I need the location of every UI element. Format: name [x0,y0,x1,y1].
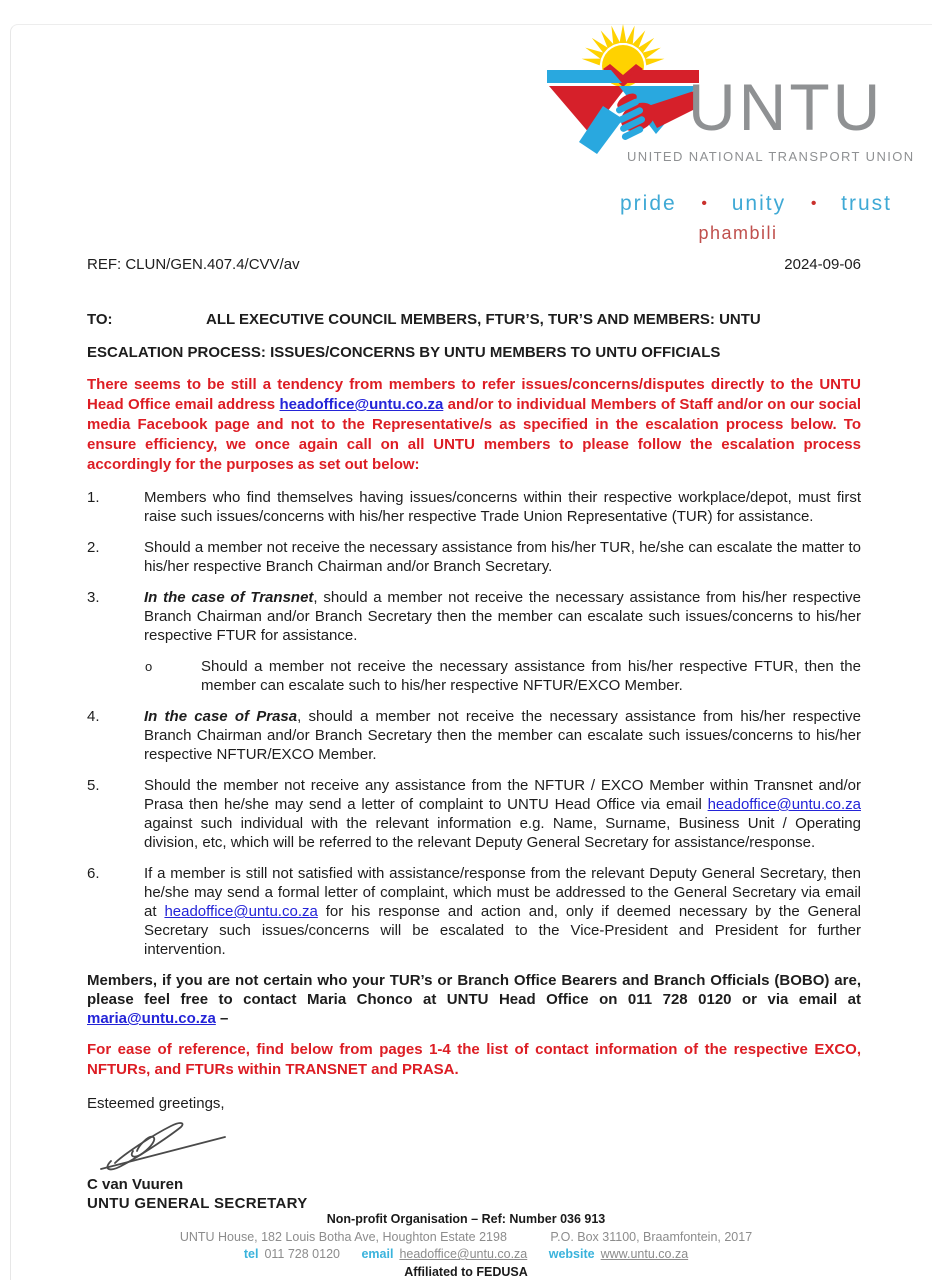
signature-graphic [93,1117,243,1175]
item-text-part: Should the member not receive any assistance from the NFTUR / EXCO Member within Transnet and/or Prasa then he/she may send a letter of complaint to UNTU Head Office via email [144,777,861,813]
item-number: 6. [87,865,100,882]
letter-date: 2024-09-06 [784,256,861,273]
item-text-rest: , should a member not receive the necessary assistance from his/her respective Branch Chairman and/or Branch Secretary then the member can escalate such issues/concerns to his/her respective NFTUR/EXCO Member. [144,708,861,763]
item-number: 4. [87,708,100,725]
tagline-dot-icon: • [701,195,708,212]
footer-website-link[interactable]: www.untu.co.za [600,1247,689,1261]
item-text-part: If a member is still not satisfied with assistance/response from the relevant Deputy General Secretary, then he/she may send a formal letter of complaint, which must be addressed to the General Secretary via email at [144,865,861,920]
logo-caption: UNITED NATIONAL TRANSPORT UNION [627,149,915,164]
subject-line: ESCALATION PROCESS: ISSUES/CONCERNS BY UNTU MEMBERS TO UNTU OFFICIALS [87,344,721,361]
subitem-bullet-icon: o [145,659,153,674]
list-item-1 [87,488,861,526]
signatory-title: UNTU GENERAL SECRETARY [87,1195,308,1212]
subitem-text: Should a member not receive the necessary assistance from his/her respective FTUR, then the member can escalate such to his/her respective NFTUR/EXCO Member. [201,658,861,694]
tagline [620,192,892,216]
closing-salutation: Esteemed greetings, [87,1095,225,1112]
reference-number: REF: CLUN/GEN.407.4/CVV/av [87,256,300,273]
item-text [144,864,861,959]
email-label: email [361,1247,394,1261]
website-label: website [548,1247,595,1261]
item-text [144,707,861,764]
item-number: 3. [87,589,100,606]
footer-registration: Non-profit Organisation – Ref: Number 036 913 [326,1212,606,1226]
signatory-name: C van Vuuren [87,1176,184,1193]
headoffice-email-link[interactable]: headoffice@untu.co.za [279,396,444,413]
tel-label: tel [243,1247,259,1261]
list-subitem [145,657,861,695]
tel-value: 011 728 0120 [264,1247,340,1261]
maria-email-link[interactable]: maria@untu.co.za [87,1010,216,1027]
note-text: Members, if you are not certain who your TUR’s or Branch Office Bearers and Branch Officials (BOBO) are, please feel free to contact Maria Chonco at UNTU Head Office on 011 728 0120 or via email at [87,972,861,1008]
list-item-3 [87,588,861,645]
list-item-5 [87,776,861,852]
tagline-dot-icon: • [810,195,817,212]
list-item-2 [87,538,861,576]
letter-footer [0,1211,932,1280]
headoffice-email-link[interactable]: headoffice@untu.co.za [707,796,861,813]
item-text [144,588,861,645]
footer-email-link[interactable]: headoffice@untu.co.za [399,1247,528,1261]
item-number: 1. [87,489,100,506]
to-label: TO: [87,311,113,328]
tagline-word-unity: unity [731,192,787,215]
intro-text: and/or to individual Members of Staff and/or on our social media Facebook page and not to the Representative/s as specified in the escalation process below. To ensure efficiency, we once again call on all UNTU members to please follow the escalation process accordingly for the purposes as set out below: [87,396,861,473]
tagline-word-trust: trust [841,192,892,215]
item-text [144,776,861,852]
item-number: 5. [87,777,100,794]
item-lead: In the case of Prasa [144,708,298,725]
untu-logo-icon [543,6,703,158]
list-item-6 [87,864,861,959]
item-text: Should a member not receive the necessary assistance from his/her TUR, he/she can escalate the matter to his/her respective Branch Chairman and/or Branch Secretary. [144,539,861,575]
footer-contact-row [0,1246,932,1262]
intro-text: There seems to be still a tendency from members to refer issues/concerns/disputes directly to the UNTU Head Office email address [87,376,861,413]
addressee-row [87,310,861,329]
item-lead: In the case of Transnet [144,589,314,606]
item-text: Members who find themselves having issues/concerns within their respective workplace/depot, must first raise such issues/concerns with his/her respective Trade Union Representative (TUR) for assistance. [144,489,861,525]
item-number: 2. [87,539,100,556]
headoffice-email-link[interactable]: headoffice@untu.co.za [164,903,318,920]
footer-address [0,1229,932,1245]
footer-address-postal: P.O. Box 31100, Braamfontein, 2017 [550,1230,753,1244]
reference-alert-note: For ease of reference, find below from pages 1-4 the list of contact information of the respective EXCO, NFTURs, and FTURs within TRANSNET and PRASA. [87,1041,861,1078]
footer-address-street: UNTU House, 182 Louis Botha Ave, Houghton Estate 2198 [179,1230,507,1244]
item-text-rest: , should a member not receive the necessary assistance from his/her respective Branch Chairman and/or Branch Secretary then the member can escalate such issues/concerns to his/her respective FTUR for assistance. [144,589,862,644]
footer-affiliation: Affiliated to FEDUSA [404,1265,528,1279]
item-text-part: for his response and action and, only if deemed necessary by the General Secretary such issues/concerns will be escalated to the Vice-President and President for further intervention. [144,903,861,958]
untu-wordmark: UNTU [688,70,884,144]
item-text-part: against such individual with the relevant information e.g. Name, Surname, Business Unit / Operating division, etc, which will be referred to the relevant Deputy General Secretary for assistance/response. [144,815,861,851]
tagline-phambili: phambili [698,223,778,243]
reference-row [87,255,861,274]
tagline-word-pride: pride [620,192,677,215]
letter-body [87,255,861,1213]
intro-alert-paragraph [87,375,861,475]
list-item-4 [87,707,861,764]
members-contact-note [87,971,861,1028]
note-text: – [215,1010,229,1027]
to-value: ALL EXECUTIVE COUNCIL MEMBERS, FTUR’S, TUR’S AND MEMBERS: UNTU [206,311,761,328]
